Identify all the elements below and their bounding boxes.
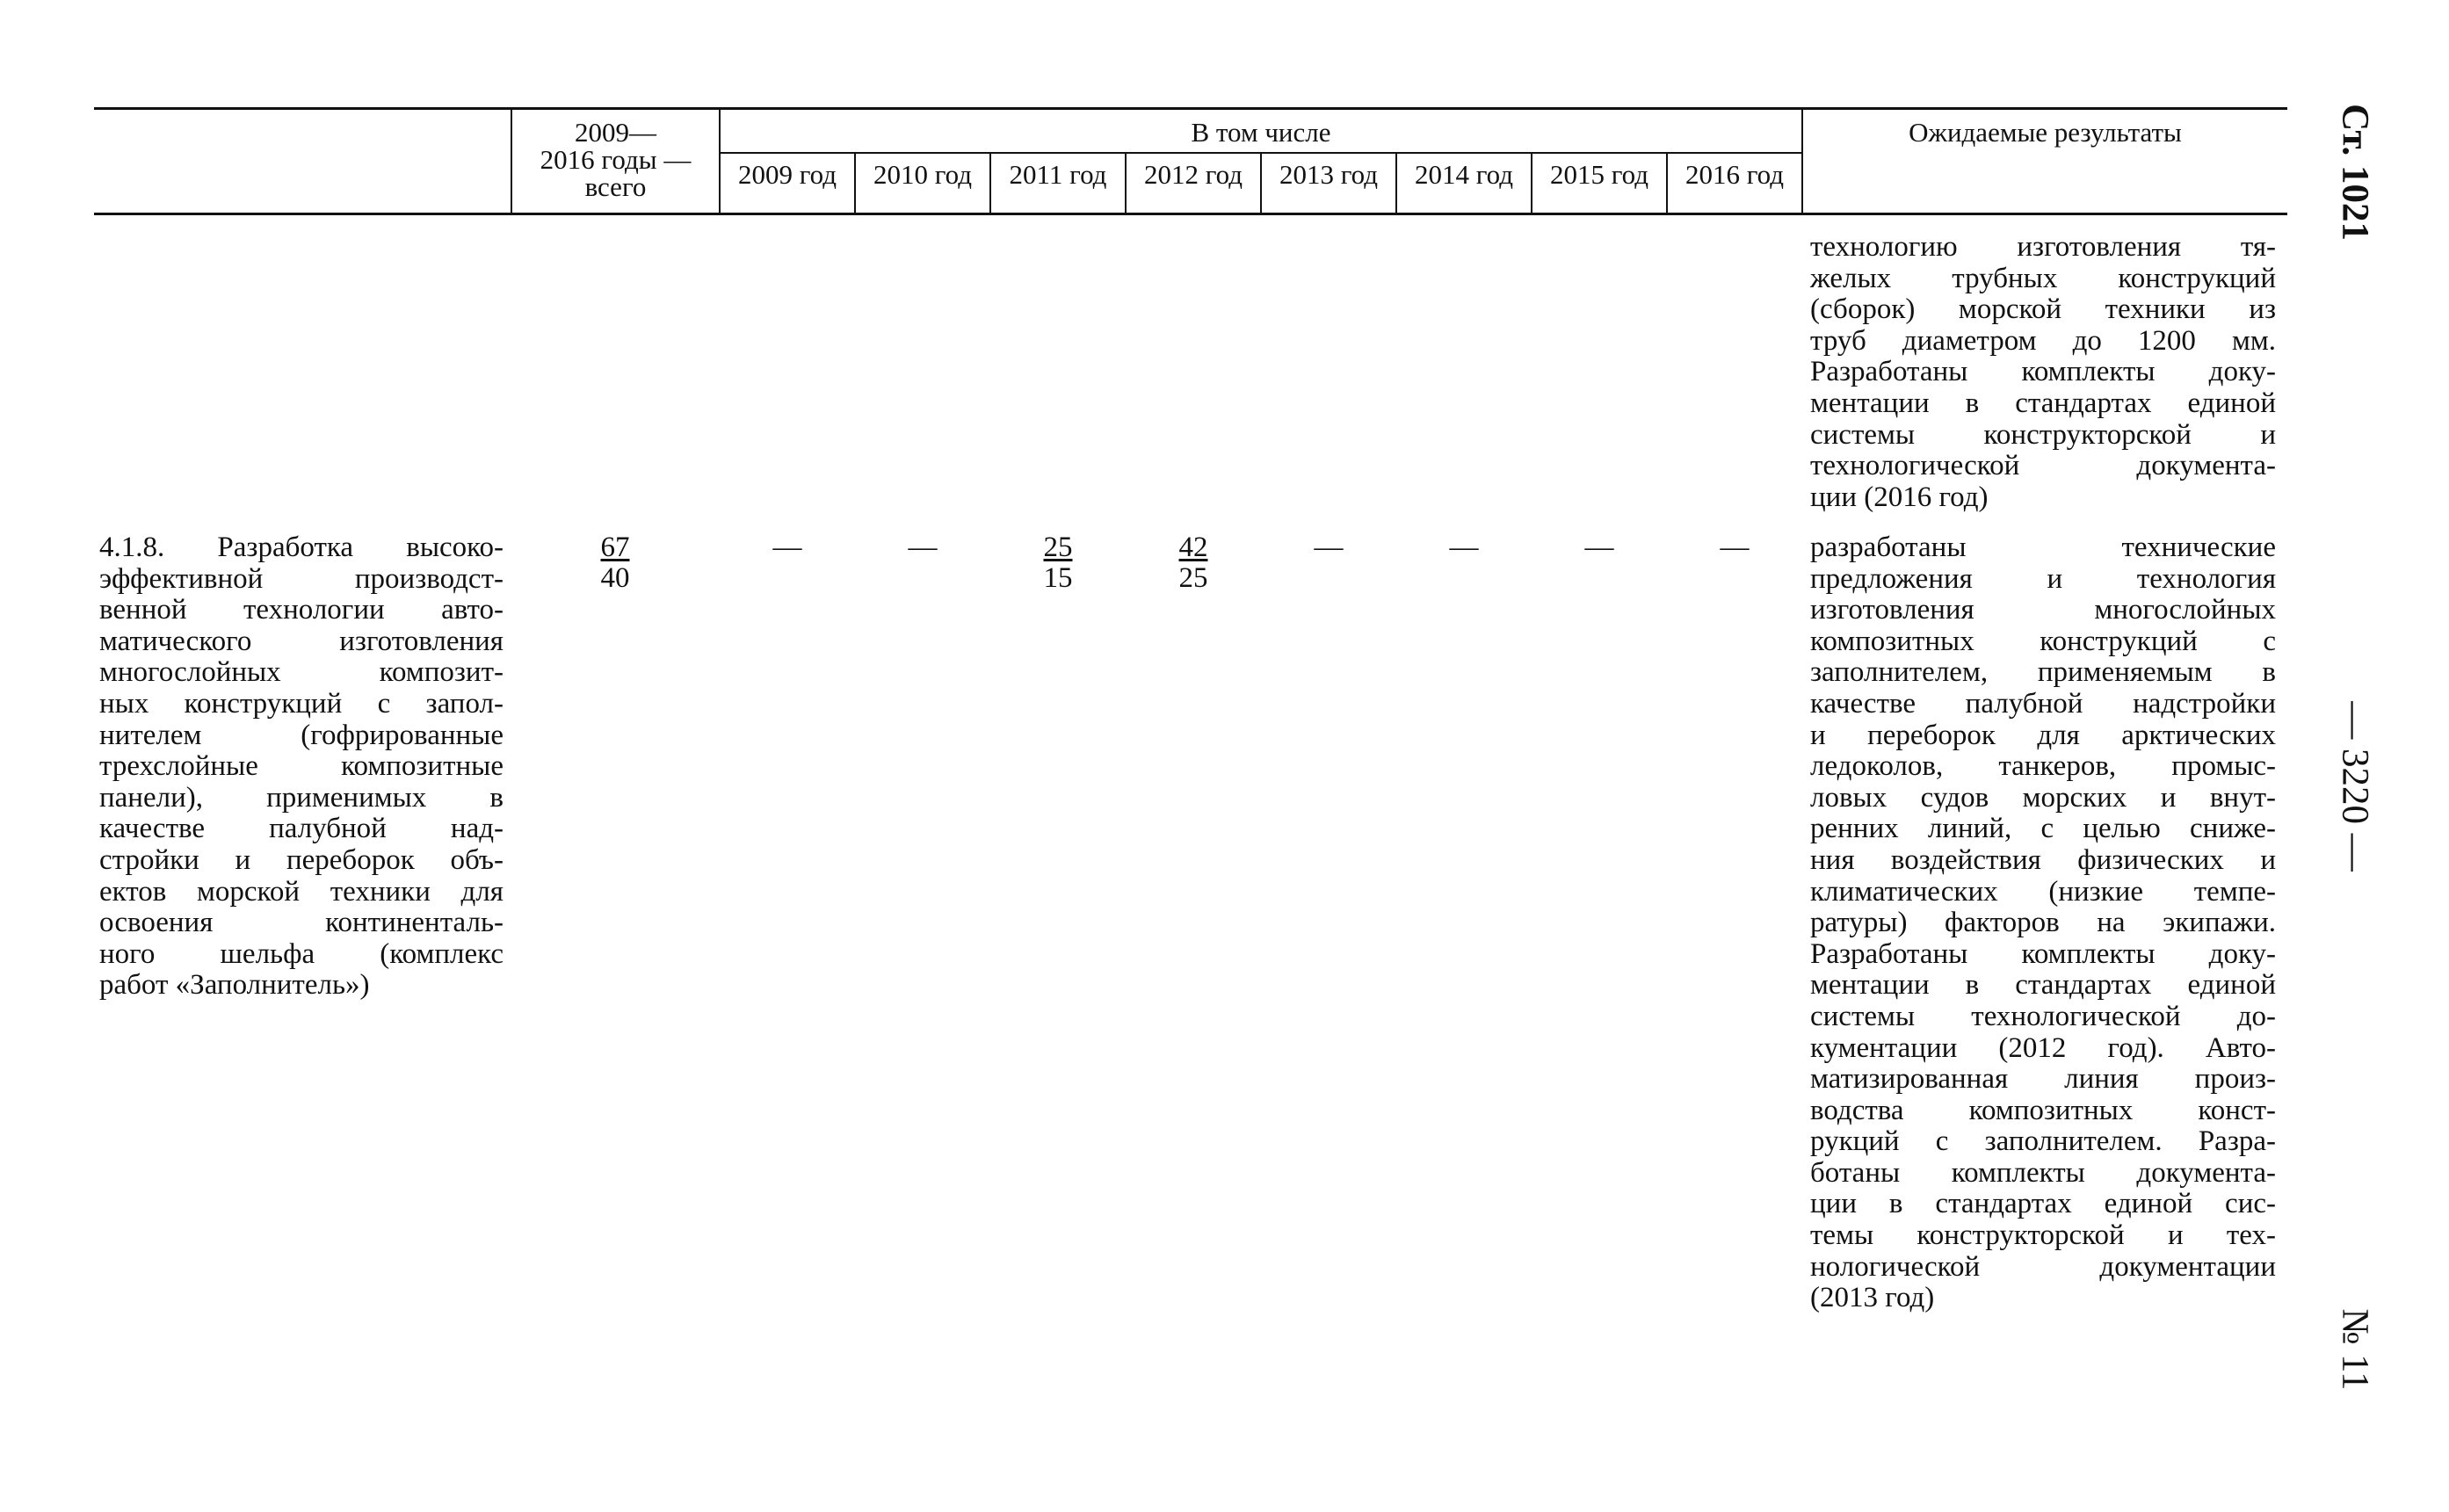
value-2010: — xyxy=(908,532,938,563)
value-2014: — xyxy=(1449,532,1479,563)
year-header-2014: 2014 год xyxy=(1414,159,1514,190)
page-number: — 3220 — xyxy=(2334,701,2376,872)
total-value: $\frac{67}{40}$ xyxy=(600,532,630,594)
header-bottom-rule xyxy=(94,213,2287,215)
table-top-rule xyxy=(94,107,2287,110)
value-2009: — xyxy=(772,532,802,563)
year-header-2011: 2011 год xyxy=(1009,159,1107,190)
value-2011: $\frac{25}{15}$ xyxy=(1043,532,1073,594)
value-2016: — xyxy=(1720,532,1750,563)
year-header-2012: 2012 год xyxy=(1143,159,1243,190)
year-header-2013: 2013 год xyxy=(1279,159,1379,190)
article-number: Ст. 1021 xyxy=(2334,104,2376,241)
continued-result-text: технологию изготовления тя- желых трубных конструкций (сборок) морской техники из труб диаметром до 1200 мм. Разработаны комплекты доку- ментации в стандартах единой системы конструкторской и технологической документа- ции (2016 год) xyxy=(1810,231,2276,513)
issue-number: № 11 xyxy=(2334,1308,2376,1391)
value-2015: — xyxy=(1584,532,1614,563)
year-header-2010: 2010 год xyxy=(873,159,973,190)
year-header-2016: 2016 год xyxy=(1685,159,1785,190)
value-2013: — xyxy=(1314,532,1344,563)
year-header-2015: 2015 год xyxy=(1549,159,1649,190)
header-including-label: В том числе xyxy=(1191,117,1331,148)
value-2012: $\frac{42}{25}$ xyxy=(1178,532,1208,594)
header-total-label: 2009— 2016 годы — всего xyxy=(540,117,692,202)
header-results-label: Ожидаемые результаты xyxy=(1909,117,2182,148)
row-result-text: разработаны технические предложения и технология изготовления многослойных композитных конструкций с заполнителем, применяемым в качестве палубной надстройки и переборок для арктических ледоколов, танкеров, промыс- ловых судов морских и внут- ренних линий, с целью сниже- ния воздействия физических и климатических (низкие темпе- ратуры) факторов на экипажи. Разработаны комплекты доку- ментации в стандартах единой системы технологической до- кументации (2012 год). Авто- матизированная линия произ- водства композитных конст- рукций с заполнителем. Разра- ботаны комплекты документа- ции в стандартах единой сис- темы конструкторской и тех- нологической документации (2013 год) xyxy=(1810,532,2276,1314)
year-header-2009: 2009 год xyxy=(737,159,837,190)
row-title: 4.1.8. Разработка высоко- эффективной производст- венной технологии авто- матического изготовления многослойных композит- ных конструкций с запол- нителем (гофрированные трехслойные композитные панели), применимых в качестве палубной над- стройки и переборок объ- ектов морской техники для освоения континенталь- ного шельфа (комплекс работ «Заполнитель») xyxy=(99,532,504,1002)
